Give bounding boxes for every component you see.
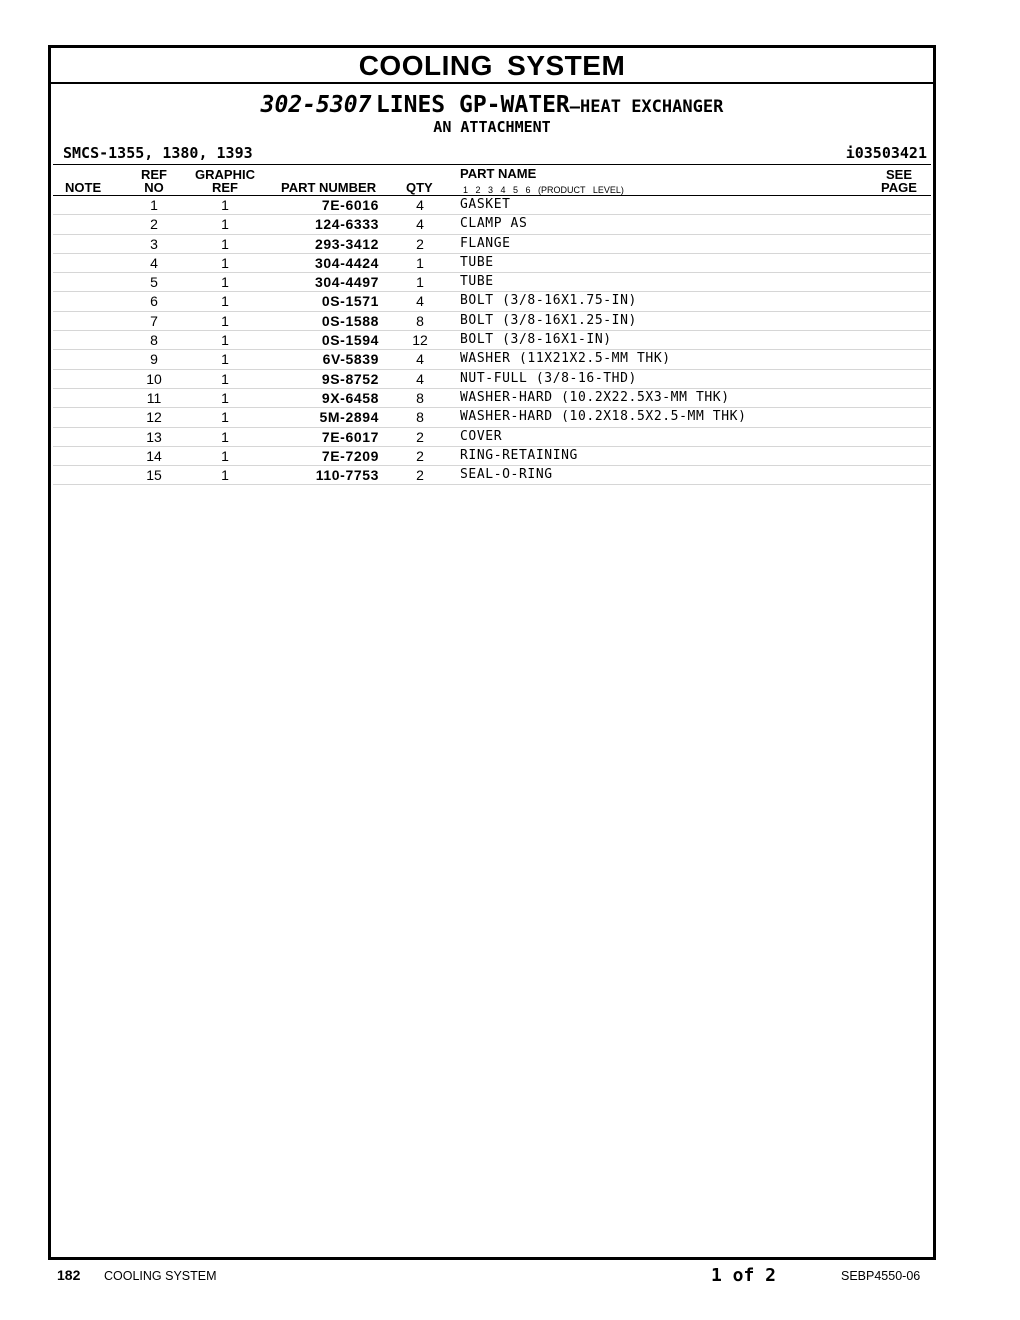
graphic-ref: 1 [221, 428, 229, 445]
graphic-ref: 1 [221, 467, 229, 484]
graphic-ref: 1 [221, 197, 229, 213]
part-number: 0S-1594 [321, 332, 379, 349]
part-name: WASHER (11X21X2.5-MM THK) [460, 351, 671, 367]
ref-no: 14 [146, 447, 162, 464]
ref-no: 2 [150, 216, 158, 233]
graphic-ref: 1 [221, 351, 229, 368]
table-row [53, 292, 931, 311]
quantity: 2 [416, 428, 424, 445]
quantity: 12 [412, 332, 428, 349]
ref-no: 8 [150, 332, 158, 349]
quantity: 4 [416, 197, 424, 213]
col-qty: QTY [406, 180, 433, 195]
graphic-ref: 1 [221, 409, 229, 426]
table-row [53, 370, 931, 389]
ref-no: 5 [150, 274, 158, 291]
table-row [53, 312, 931, 331]
part-number: 0S-1588 [321, 312, 379, 329]
quantity: 1 [416, 274, 424, 291]
table-row [53, 350, 931, 369]
smcs-codes: SMCS-1355, 1380, 1393 [63, 144, 253, 162]
part-number: 9S-8752 [321, 370, 379, 387]
ref-no: 1 [150, 197, 158, 213]
graphic-ref: 1 [221, 274, 229, 291]
quantity: 4 [416, 351, 424, 368]
col-product-level: 1 2 3 4 5 6 (PRODUCT LEVEL) [463, 185, 624, 195]
part-name: RING-RETAINING [460, 447, 578, 463]
column-header [53, 164, 931, 196]
table-row [53, 273, 931, 292]
table-row [53, 389, 931, 408]
section-title: COOLING SYSTEM [51, 48, 933, 84]
graphic-ref: 1 [221, 254, 229, 271]
part-number: 304-4497 [315, 274, 379, 291]
graphic-ref: 1 [221, 332, 229, 349]
ref-no: 4 [150, 254, 158, 271]
ref-no: 7 [150, 312, 158, 329]
table-row [53, 466, 931, 485]
part-number: 293-3412 [315, 235, 379, 252]
graphic-ref: 1 [221, 447, 229, 464]
part-name: TUBE [460, 254, 494, 270]
quantity: 4 [416, 293, 424, 310]
part-number: 7E-7209 [321, 447, 379, 464]
illustration-id: i03503421 [845, 144, 927, 162]
quantity: 8 [416, 389, 424, 406]
graphic-ref: 1 [221, 370, 229, 387]
quantity: 2 [416, 467, 424, 484]
part-number: 124-6333 [315, 216, 379, 233]
part-name: BOLT (3/8-16X1-IN) [460, 332, 612, 348]
col-part-number: PART NUMBER [281, 180, 377, 195]
part-number: 5M-2894 [319, 409, 379, 426]
col-part-name: PART NAME [460, 166, 537, 181]
group-number: 302-5307 [260, 92, 372, 118]
ref-no: 10 [146, 370, 162, 387]
group-sub-name: —HEAT EXCHANGER [569, 97, 724, 117]
graphic-ref: 1 [221, 235, 229, 252]
page-footer [0, 1266, 1020, 1288]
part-name: COVER [460, 428, 503, 444]
quantity: 2 [416, 235, 424, 252]
part-name: NUT-FULL (3/8-16-THD) [460, 370, 637, 386]
quantity: 8 [416, 312, 424, 329]
table-row [53, 331, 931, 350]
group-name: LINES GP-WATER [375, 92, 570, 118]
parts-page-frame [48, 45, 936, 1260]
table-row [53, 428, 931, 447]
part-number: 9X-6458 [321, 389, 379, 406]
part-number: 110-7753 [315, 467, 379, 484]
col-ref-no-top: REF [141, 167, 167, 182]
graphic-ref: 1 [221, 293, 229, 310]
table-row [53, 196, 931, 215]
col-see-page-bottom: PAGE [881, 180, 917, 195]
part-name: GASKET [460, 197, 511, 212]
parts-list [53, 196, 931, 485]
quantity: 4 [416, 370, 424, 387]
table-row [53, 215, 931, 234]
ref-no: 15 [146, 467, 162, 484]
part-number: 7E-6016 [321, 197, 379, 213]
document-id: SEBP4550-06 [841, 1269, 921, 1283]
col-graphic-ref-bottom: REF [212, 180, 238, 195]
part-name: WASHER-HARD (10.2X22.5X3-MM THK) [460, 389, 730, 405]
col-see-page-top: SEE [885, 167, 912, 182]
part-number: 7E-6017 [321, 428, 379, 445]
ref-no: 12 [146, 409, 162, 426]
ref-no: 9 [150, 351, 158, 368]
quantity: 1 [416, 254, 424, 271]
part-name: CLAMP AS [460, 216, 528, 232]
meta-row [51, 142, 933, 164]
ref-no: 3 [150, 235, 158, 252]
part-name: FLANGE [460, 235, 511, 251]
table-row [53, 235, 931, 254]
col-note: NOTE [65, 180, 102, 195]
group-title [51, 92, 933, 118]
table-row [53, 447, 931, 466]
page-of-indicator: 1 of 2 [711, 1265, 777, 1286]
part-name: SEAL-O-RING [460, 467, 553, 483]
part-number: 304-4424 [315, 254, 379, 271]
graphic-ref: 1 [221, 389, 229, 406]
group-subtitle: AN ATTACHMENT [433, 118, 551, 136]
page-number: 182 [57, 1267, 81, 1283]
col-ref-no-bottom: NO [144, 180, 164, 195]
quantity: 8 [416, 409, 424, 426]
part-name: BOLT (3/8-16X1.75-IN) [460, 293, 637, 309]
table-row [53, 408, 931, 427]
ref-no: 13 [146, 428, 162, 445]
table-row [53, 254, 931, 273]
part-name: TUBE [460, 274, 494, 290]
graphic-ref: 1 [221, 312, 229, 329]
quantity: 4 [416, 216, 424, 233]
col-graphic-ref-top: GRAPHIC [195, 167, 255, 182]
graphic-ref: 1 [221, 216, 229, 233]
ref-no: 11 [146, 389, 162, 406]
part-name: WASHER-HARD (10.2X18.5X2.5-MM THK) [460, 409, 747, 425]
part-number: 6V-5839 [322, 351, 379, 368]
part-number: 0S-1571 [321, 293, 379, 310]
ref-no: 6 [150, 293, 158, 310]
part-name: BOLT (3/8-16X1.25-IN) [460, 312, 637, 328]
footer-section-name: COOLING SYSTEM [104, 1269, 217, 1283]
quantity: 2 [416, 447, 424, 464]
